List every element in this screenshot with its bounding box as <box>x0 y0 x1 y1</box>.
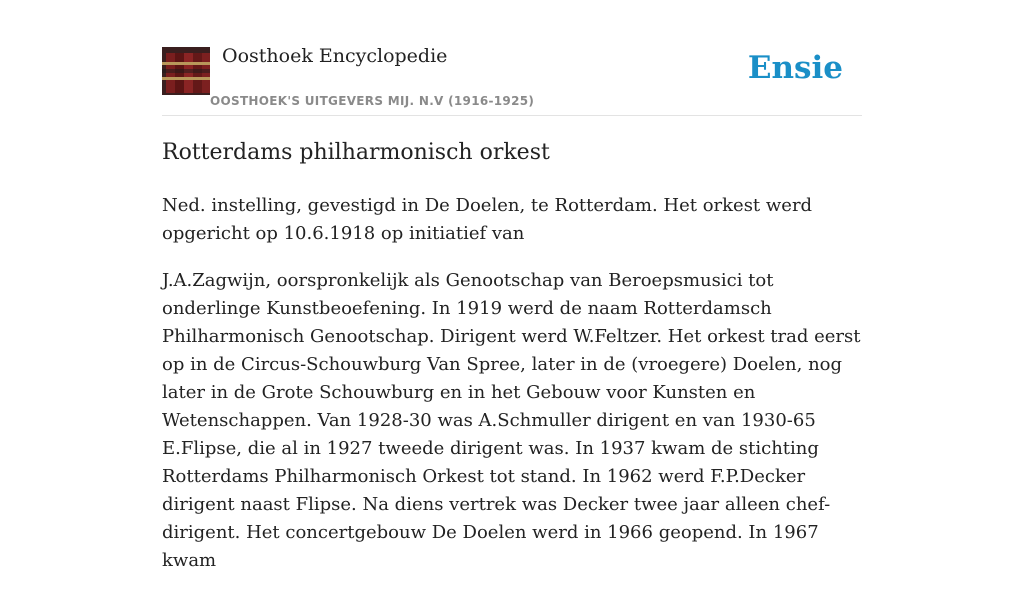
paragraph: J.A.Zagwijn, oorspronkelijk als Genootschap van Beroepsmusici tot onderlinge Kunstbeoefening. In 1919 werd de naam Rotterdamsch Philharmonisch Genootschap. Dirigent werd W.Feltzer. Het orkest trad eerst op in de Circus-Schouwburg Van Spree, later in de (vroegere) Doelen, nog later in de Grote Schouwburg en in het Gebouw voor Kunsten en Wetenschappen. Van 1928-30 was A.Schmuller dirigent en van 1930-65 E.Flipse, die al in 1927 tweede dirigent was. In 1937 kwam de stichting Rotterdams Philharmonisch Orkest tot stand. In 1962 werd F.P.Decker dirigent naast Flipse. Na diens vertrek was Decker twee jaar alleen chef-dirigent. Het concertgebouw De Doelen werd in 1966 geopend. In 1967 kwam <box>162 270 861 571</box>
article-body <box>162 192 862 594</box>
brand-logo[interactable]: Ensie <box>747 50 843 86</box>
article-title: Rotterdams philharmonisch orkest <box>162 140 550 165</box>
content-container <box>162 0 862 571</box>
paragraph: Ned. instelling, gevestigd in De Doelen, te Rotterdam. Het orkest werd opgericht op 10.6.1918 op initiatief van <box>162 195 813 244</box>
publisher-label: OOSTHOEK'S UITGEVERS MIJ. N.V (1916-1925) <box>210 94 535 108</box>
source-title[interactable]: Oosthoek Encyclopedie <box>222 45 448 67</box>
avatar-image <box>162 47 210 95</box>
book-spines-icon[interactable] <box>162 47 210 95</box>
source-header <box>162 0 862 116</box>
